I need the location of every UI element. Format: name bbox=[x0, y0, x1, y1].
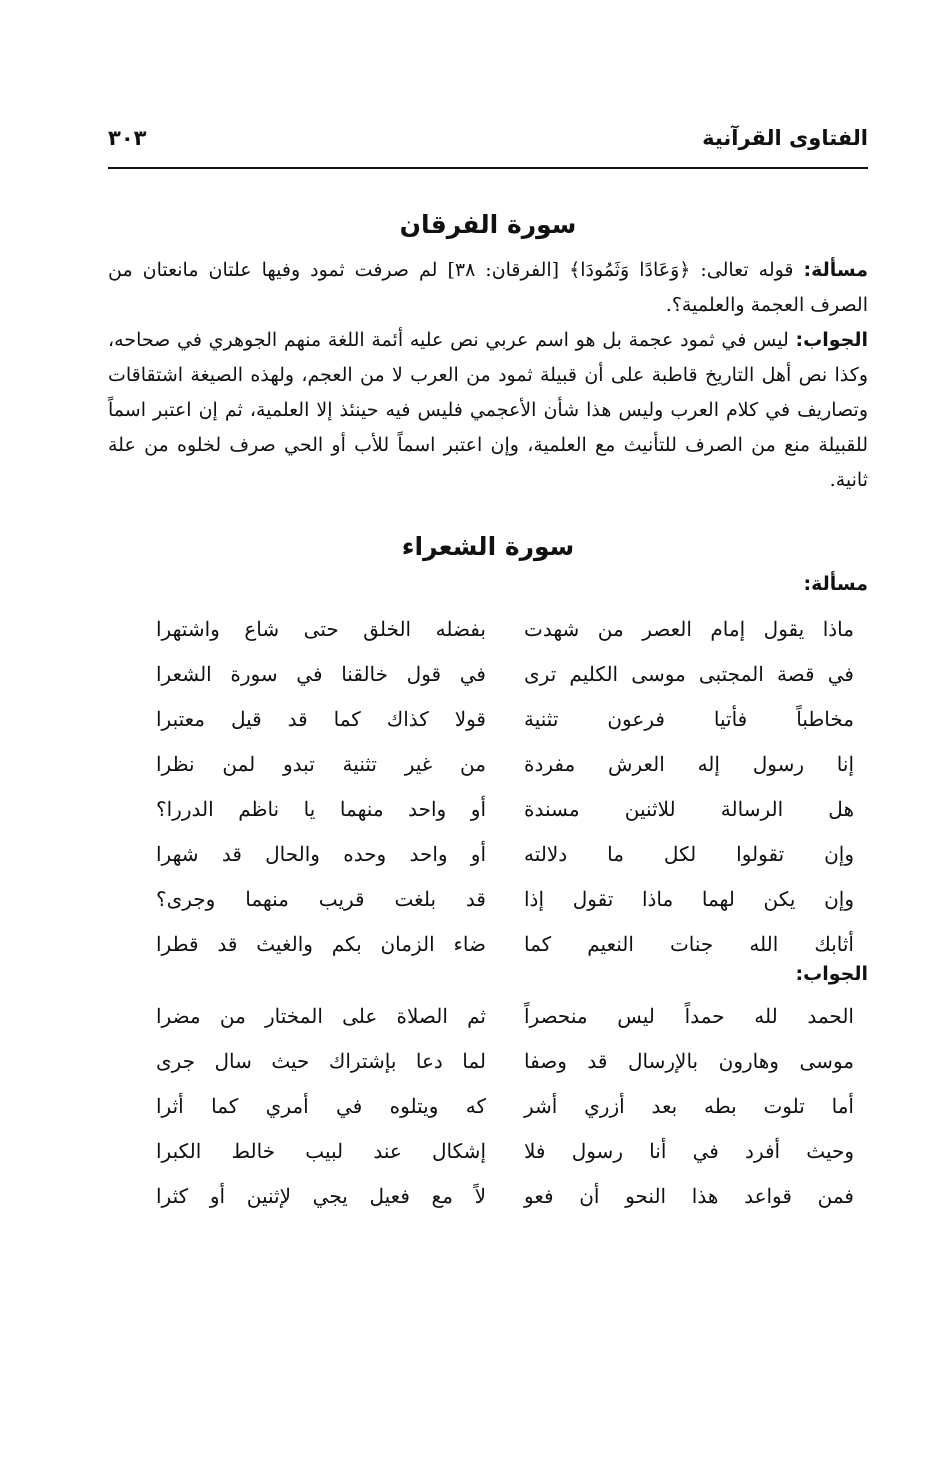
section-title-furqan: سورة الفرقان bbox=[399, 210, 577, 239]
verse-second-hemistich: من غير تثنية تبدو لمن نظرا bbox=[156, 752, 486, 776]
book-title: الفتاوى القرآنية bbox=[702, 126, 868, 150]
verse-first-hemistich: أثابك الله جنات النعيم كما bbox=[524, 932, 854, 956]
furqan-question bbox=[108, 253, 868, 323]
verse-line bbox=[108, 887, 868, 932]
verse-line bbox=[108, 842, 868, 887]
verse-line bbox=[108, 1094, 868, 1139]
verse-first-hemistich: وإن يكن لهما ماذا تقول إذا bbox=[524, 887, 854, 911]
verse-first-hemistich: الحمد لله حمداً ليس منحصراً bbox=[524, 1004, 854, 1028]
verse-first-hemistich: وحيث أفرد في أنا رسول فلا bbox=[524, 1139, 854, 1163]
header-divider bbox=[108, 167, 868, 169]
verse-second-hemistich: قد بلغت قريب منهما وجرى؟ bbox=[156, 887, 486, 911]
verse-second-hemistich: في قول خالقنا في سورة الشعرا bbox=[156, 662, 486, 686]
verse-line bbox=[108, 707, 868, 752]
verse-second-hemistich: لما دعا بإشتراك حيث سال جرى bbox=[156, 1049, 486, 1073]
furqan-answer bbox=[108, 323, 868, 498]
verse-line bbox=[108, 662, 868, 707]
verse-line bbox=[108, 752, 868, 797]
verse-first-hemistich: إنا رسول إله العرش مفردة bbox=[524, 752, 854, 776]
verse-second-hemistich: كه ويتلوه في أمري كما أثرا bbox=[156, 1094, 486, 1118]
question-verses bbox=[108, 617, 868, 977]
verse-second-hemistich: لاً مع فعيل يجي لإثنين أو كثرا bbox=[156, 1184, 486, 1208]
verse-line bbox=[108, 797, 868, 842]
page-number: ٣٠٣ bbox=[108, 126, 147, 150]
verse-second-hemistich: أو واحد وحده والحال قد شهرا bbox=[156, 842, 486, 866]
verse-first-hemistich: أما تلوت بطه بعد أزري أشر bbox=[524, 1094, 854, 1118]
verse-first-hemistich: وإن تقولوا لكل ما دلالته bbox=[524, 842, 854, 866]
verse-first-hemistich: هل الرسالة للاثنين مسندة bbox=[524, 797, 854, 821]
verse-line bbox=[108, 1184, 868, 1229]
page-header bbox=[108, 122, 868, 162]
verse-first-hemistich: ماذا يقول إمام العصر من شهدت bbox=[524, 617, 854, 641]
verse-first-hemistich: موسى وهارون بالإرسال قد وصفا bbox=[524, 1049, 854, 1073]
verse-first-hemistich: مخاطباً فأتيا فرعون تثنية bbox=[524, 707, 854, 731]
verse-line bbox=[108, 617, 868, 662]
verse-second-hemistich: إشكال عند لبيب خالط الكبرا bbox=[156, 1139, 486, 1163]
verse-second-hemistich: بفضله الخلق حتى شاع واشتهرا bbox=[156, 617, 486, 641]
verse-second-hemistich: ضاء الزمان بكم والغيث قد قطرا bbox=[156, 932, 486, 956]
answer-verses bbox=[108, 1004, 868, 1229]
verse-line bbox=[108, 1049, 868, 1094]
question-label: مسألة: bbox=[803, 259, 868, 281]
answer-text: ليس في ثمود عجمة بل هو اسم عربي نص عليه أئمة اللغة منهم الجوهري في صحاحه، وكذا نص أهل التاريخ قاطبة على أن قبيلة ثمود من العرب لا من العجم، ولهذه الصيغة اشتقاقات وتصاريف في كلام العرب وليس هذا شأن الأعجمي فليس فيه حينئذ إلا العلمية، ثم إن اعتبر اسماً للقبيلة منع من الصرف للتأنيث مع العلمية، وإن اعتبر اسماً للأب أو الحي صرف لخلوه من علة ثانية. bbox=[108, 329, 868, 491]
verse-line bbox=[108, 1004, 868, 1049]
section-title-shuara: سورة الشعراء bbox=[401, 532, 575, 561]
question-text: قوله تعالى: ﴿وَعَادًا وَثَمُودَا﴾ [الفرقان: ٣٨] لم صرفت ثمود وفيها علتان مانعتان من الصرف العجمة والعلمية؟. bbox=[108, 259, 868, 316]
shuara-question-label: مسألة: bbox=[803, 573, 868, 595]
verse-line bbox=[108, 1139, 868, 1184]
verse-first-hemistich: فمن قواعد هذا النحو أن فعو bbox=[524, 1184, 854, 1208]
verse-first-hemistich: في قصة المجتبى موسى الكليم ترى bbox=[524, 662, 854, 686]
shuara-answer-label: الجواب: bbox=[795, 963, 868, 985]
verse-line bbox=[108, 932, 868, 977]
answer-label: الجواب: bbox=[795, 329, 868, 351]
verse-second-hemistich: ثم الصلاة على المختار من مضرا bbox=[156, 1004, 486, 1028]
verse-second-hemistich: أو واحد منهما يا ناظم الدررا؟ bbox=[156, 797, 486, 821]
verse-second-hemistich: قولا كذاك كما قد قيل معتبرا bbox=[156, 707, 486, 731]
